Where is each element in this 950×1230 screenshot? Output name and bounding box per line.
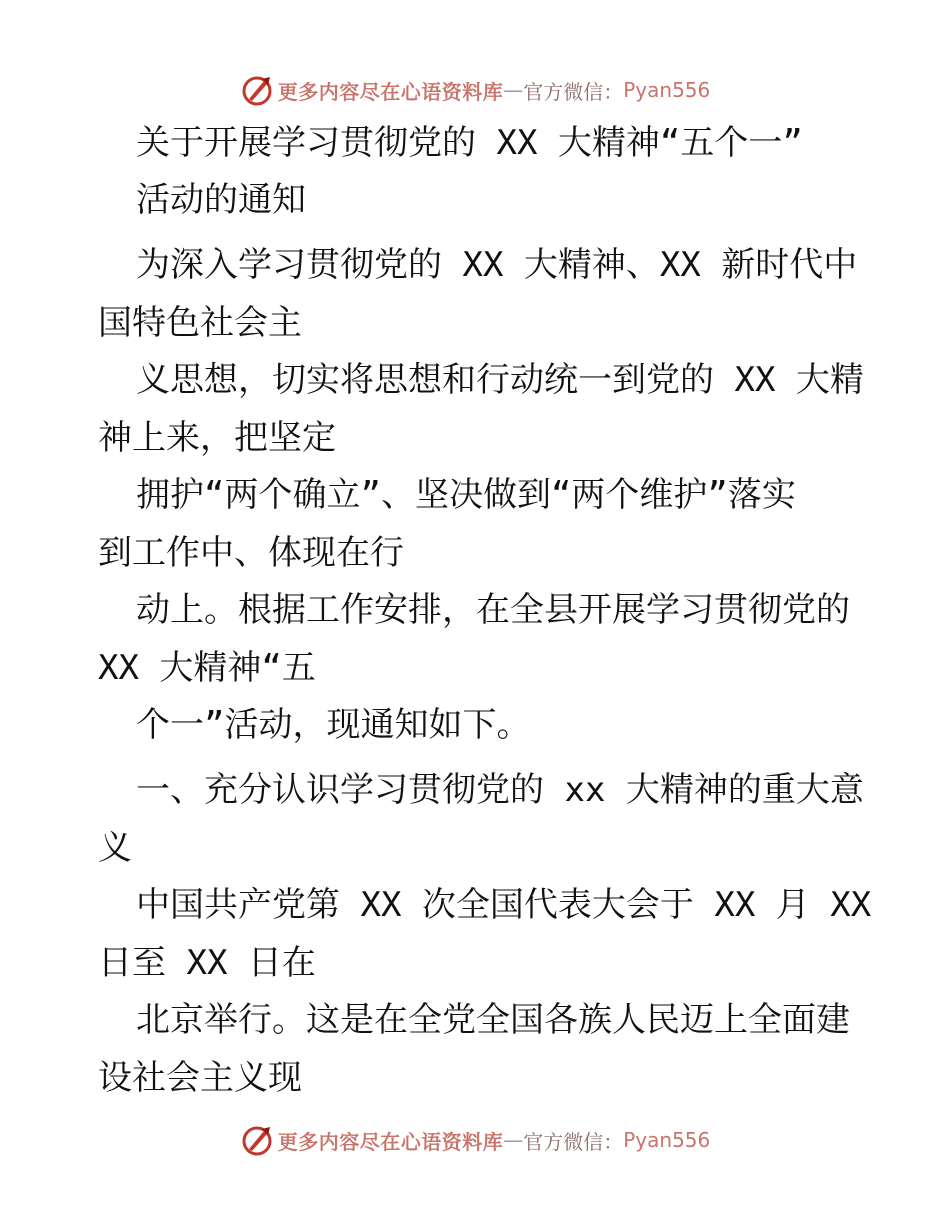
doc-line: 中国共产党第 XX 次全国代表大会于 XX 月 XX [136,885,872,925]
quill-pen-logo-icon [240,73,274,107]
banner-official-label: 官方微信： [523,79,624,104]
doc-line: 为深入学习贯彻党的 XX 大精神、XX 新时代中 [136,245,858,285]
banner-brand-text: 更多内容尽在心语资料库 [277,79,504,104]
banner-account-id: Pyan556 [623,78,711,102]
banner-account-id: Pyan556 [623,1128,711,1152]
doc-line-title-1: 关于开展学习贯彻党的 XX 大精神“五个一” [136,123,803,163]
quill-pen-logo-icon [240,1123,274,1157]
doc-line-section-heading: 一、充分认识学习贯彻党的 xx 大精神的重大意 [136,770,864,810]
doc-line: 日至 XX 日在 [98,943,316,983]
doc-line: 设社会主义现 [98,1058,302,1098]
header-banner [0,70,950,110]
banner-official-label: 官方微信： [523,1129,624,1154]
banner-brand-text: 更多内容尽在心语资料库 [277,1129,504,1154]
doc-line: 国特色社会主 [98,303,302,343]
doc-line: 义 [98,828,132,868]
banner-dash: — [503,78,524,102]
footer-banner [0,1120,950,1160]
doc-line: 拥护“两个确立”、坚决做到“两个维护”落实 [136,475,796,515]
doc-line: 到工作中、体现在行 [98,533,404,573]
doc-line: 动上。根据工作安排，在全县开展学习贯彻党的 [136,590,850,630]
banner-dash: — [503,1128,524,1152]
doc-line: 神上来，把坚定 [98,418,336,458]
doc-line: 义思想，切实将思想和行动统一到党的 XX 大精 [136,360,864,400]
doc-line: 北京举行。这是在全党全国各族人民迈上全面建 [136,1000,850,1040]
doc-line: XX 大精神“五 [98,648,316,688]
doc-line: 个一”活动，现通知如下。 [136,705,531,745]
doc-line-title-2: 活动的通知 [136,180,306,220]
